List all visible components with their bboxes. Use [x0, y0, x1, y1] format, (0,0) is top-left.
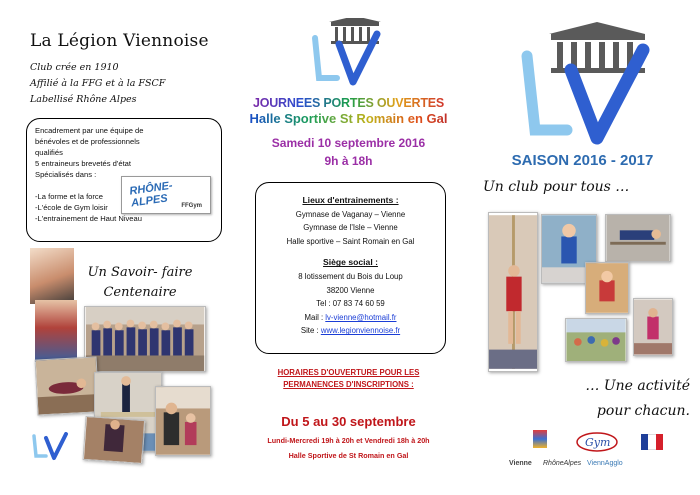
gym-logo — [575, 430, 619, 454]
headquarters-line: 38200 Vienne — [326, 285, 375, 295]
mail-label: Mail : — [304, 312, 326, 322]
registration-venue: Halle Sportive de St Romain en Gal — [288, 451, 409, 460]
staff-line: bénévoles et de professionnels — [35, 137, 140, 146]
rings-gymnast-photo — [83, 416, 146, 464]
rhone-alpes-logo — [121, 176, 211, 214]
staff-line: -L'école de Gym loisir — [35, 203, 108, 212]
mail-link[interactable]: lv-vienne@hotmail.fr — [325, 312, 397, 322]
open-days-venue — [232, 111, 465, 126]
svg-text:Gym: Gym — [585, 436, 611, 449]
training-place: Gymnase de Vaganay – Vienne — [295, 209, 406, 219]
staff-line: qualifiés — [35, 148, 63, 157]
mail-row — [256, 311, 445, 325]
training-place: Gymnase de l'Isle – Vienne — [303, 223, 398, 233]
staff-line: Encadrement par une équipe de — [35, 126, 144, 135]
fitness-woman-photo — [633, 298, 673, 356]
club-for-all-slogan: Un club pour tous … — [483, 179, 630, 195]
club-info-affiliation: Affilié à la FFG et à la FSCF — [30, 78, 166, 89]
france-flag-icon — [641, 434, 663, 450]
coach-children-photo — [155, 386, 211, 456]
activity-slogan-line: … Une activité — [585, 378, 690, 394]
vienne-logo: Vienne — [509, 460, 532, 467]
child-gymnast-photo — [585, 262, 629, 314]
rope-climbing-photo — [488, 212, 538, 372]
open-days-date: Samedi 10 septembre 2016 — [271, 136, 426, 150]
ffgym-logo-text: FFGym — [181, 203, 202, 209]
staff-line: Spécialisés dans : — [35, 170, 97, 179]
registration-schedule: Lundi-Mercredi 19h à 20h et Vendredi 18h à 20h — [267, 436, 430, 445]
registration-hours-title — [232, 367, 465, 391]
savoir-faire-line: Centenaire — [103, 285, 177, 300]
website-link[interactable]: www.legionviennoise.fr — [320, 326, 401, 336]
right-panel — [465, 0, 700, 495]
staff-line: -La forme et la force — [35, 192, 103, 201]
club-info-label: Labellisé Rhône Alpes — [30, 94, 137, 105]
activity-slogan — [465, 374, 690, 424]
group-activity-photo — [565, 318, 627, 362]
open-days-venue-text: Halle Sportive St Romain en Gal — [249, 111, 448, 126]
headquarters-header: Siège social : — [323, 257, 378, 268]
contact-box — [255, 182, 446, 354]
open-days-title-text: JOURNEES PORTES OUVERTES — [252, 96, 445, 110]
bars-gymnast-photo — [605, 214, 671, 262]
open-days-title — [232, 96, 465, 110]
middle-panel — [232, 0, 465, 495]
savoir-faire-line: Un Savoir- faire — [87, 265, 193, 280]
site-label: Site : — [300, 326, 321, 336]
lv-logo-large — [515, 22, 655, 146]
registration-hours-line: PERMANENCES D'INSCRIPTIONS : — [283, 380, 414, 389]
lv-logo-medium — [307, 18, 387, 86]
registration-hours-line: HORAIRES D'OUVERTURE POUR LES — [277, 368, 420, 377]
site-row — [256, 324, 445, 338]
staff-line: 5 entraineurs brevetés d'état — [35, 159, 132, 168]
contact-spacer — [256, 248, 445, 256]
savoir-faire-slogan — [70, 263, 210, 303]
registration-period: Du 5 au 30 septembre — [281, 414, 416, 429]
headquarters-line: 8 lotissement du Bois du Loup — [298, 271, 403, 281]
left-panel — [0, 0, 232, 495]
lv-logo-small — [30, 432, 70, 462]
floor-gymnast-photo — [35, 356, 100, 415]
open-days-hours: 9h à 18h — [324, 154, 373, 168]
phone-number: Tel : 07 83 74 60 59 — [316, 299, 385, 309]
rhonealpes-logo: RhôneAlpes — [543, 460, 582, 467]
club-info-founded: Club crée en 1910 — [30, 62, 119, 73]
sports-culture-logo — [533, 430, 547, 448]
viennagglo-logo: ViennAgglo — [587, 460, 623, 467]
training-place: Halle sportive – Saint Romain en Gal — [286, 236, 415, 246]
training-places-header: Lieux d'entrainements : — [302, 195, 399, 205]
staff-line: -L'entrainement de Haut Niveau — [35, 214, 142, 223]
club-title: La Légion Viennoise — [30, 31, 209, 51]
season-title: SAISON 2016 - 2017 — [511, 152, 654, 169]
gymnast-handstand-photo — [30, 248, 74, 304]
team-group-photo — [84, 306, 206, 372]
rhone-alpes-logo-text: RHÔNE-ALPES — [128, 179, 174, 210]
activity-slogan-line: pour chacun. — [596, 403, 690, 419]
coach-lifting-photo — [35, 300, 77, 362]
